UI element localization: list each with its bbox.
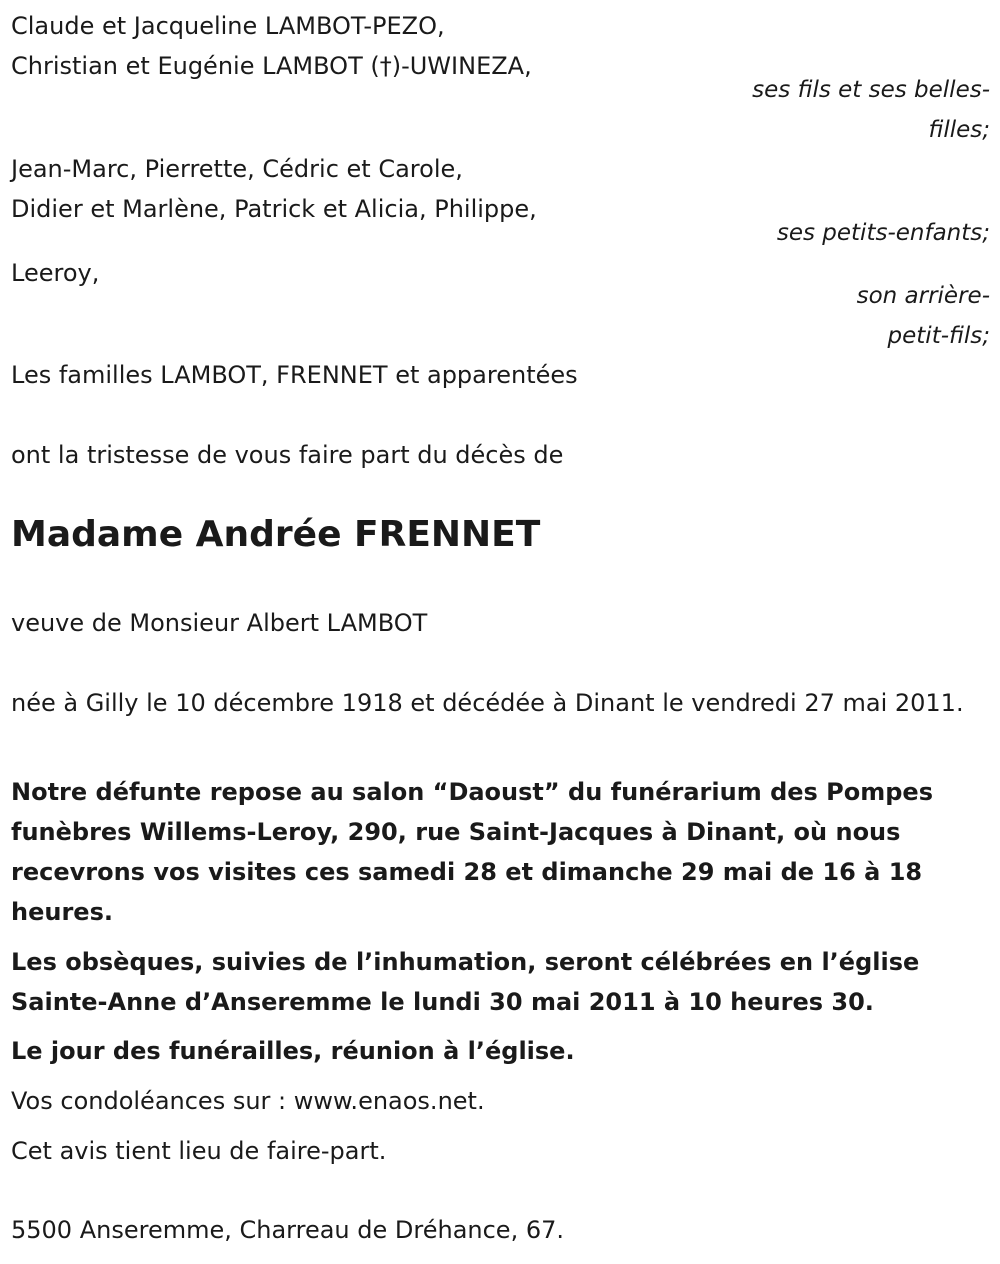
sons-line-2-start: Christian et Eugénie LAMBOT (	[11, 52, 380, 80]
intro-line: ont la tristesse de vous faire part du décès de	[11, 441, 564, 469]
notice: Cet avis tient lieu de faire-part.	[11, 1137, 387, 1165]
funeral-info: Les obsèques, suivies de l’inhumation, seront célébrées en l’église Sainte-Anne d’Anseremme le lundi 30 mai 2011 à 10 heures 30.	[11, 948, 920, 1016]
birth-death: née à Gilly le 10 décembre 1918 et décédée à Dinant le vendredi 27 mai 2011.	[11, 689, 964, 717]
sons-role-line-1: ses fils et ses belles-	[752, 77, 990, 103]
cross-icon: †	[379, 52, 392, 80]
visitation-info: Notre défunte repose au salon “Daoust” du funérarium des Pompes funèbres Willems-Leroy, 290, rue Saint-Jacques à Dinant, où nous recevrons vos visites ces samedi 28 et dimanche 29 mai de 16 à 18 heures.	[11, 778, 933, 926]
sons-line-1: Claude et Jacqueline LAMBOT-PEZO,	[11, 12, 445, 40]
sons-line-2-end: )-UWINEZA,	[391, 52, 532, 80]
condolences: Vos condoléances sur : www.enaos.net.	[11, 1087, 485, 1115]
great-grandchild-role-line-2: petit-fils;	[887, 323, 990, 349]
sons-line-2	[11, 46, 532, 86]
great-grandchild: Leeroy,	[11, 259, 100, 287]
grandchildren-role: ses petits-enfants;	[776, 220, 990, 246]
deceased-name: Madame Andrée FRENNET	[11, 514, 541, 555]
grandchildren-line-2: Didier et Marlène, Patrick et Alicia, Philippe,	[11, 195, 537, 223]
widow-of: veuve de Monsieur Albert LAMBOT	[11, 609, 428, 637]
meeting-info: Le jour des funérailles, réunion à l’église.	[11, 1037, 575, 1065]
sons-role-line-2: filles;	[928, 117, 990, 143]
address: 5500 Anseremme, Charreau de Dréhance, 67.	[11, 1216, 564, 1244]
families-line: Les familles LAMBOT, FRENNET et apparentées	[11, 361, 578, 389]
great-grandchild-role-line-1: son arrière-	[856, 283, 990, 309]
grandchildren-line-1: Jean-Marc, Pierrette, Cédric et Carole,	[11, 155, 463, 183]
